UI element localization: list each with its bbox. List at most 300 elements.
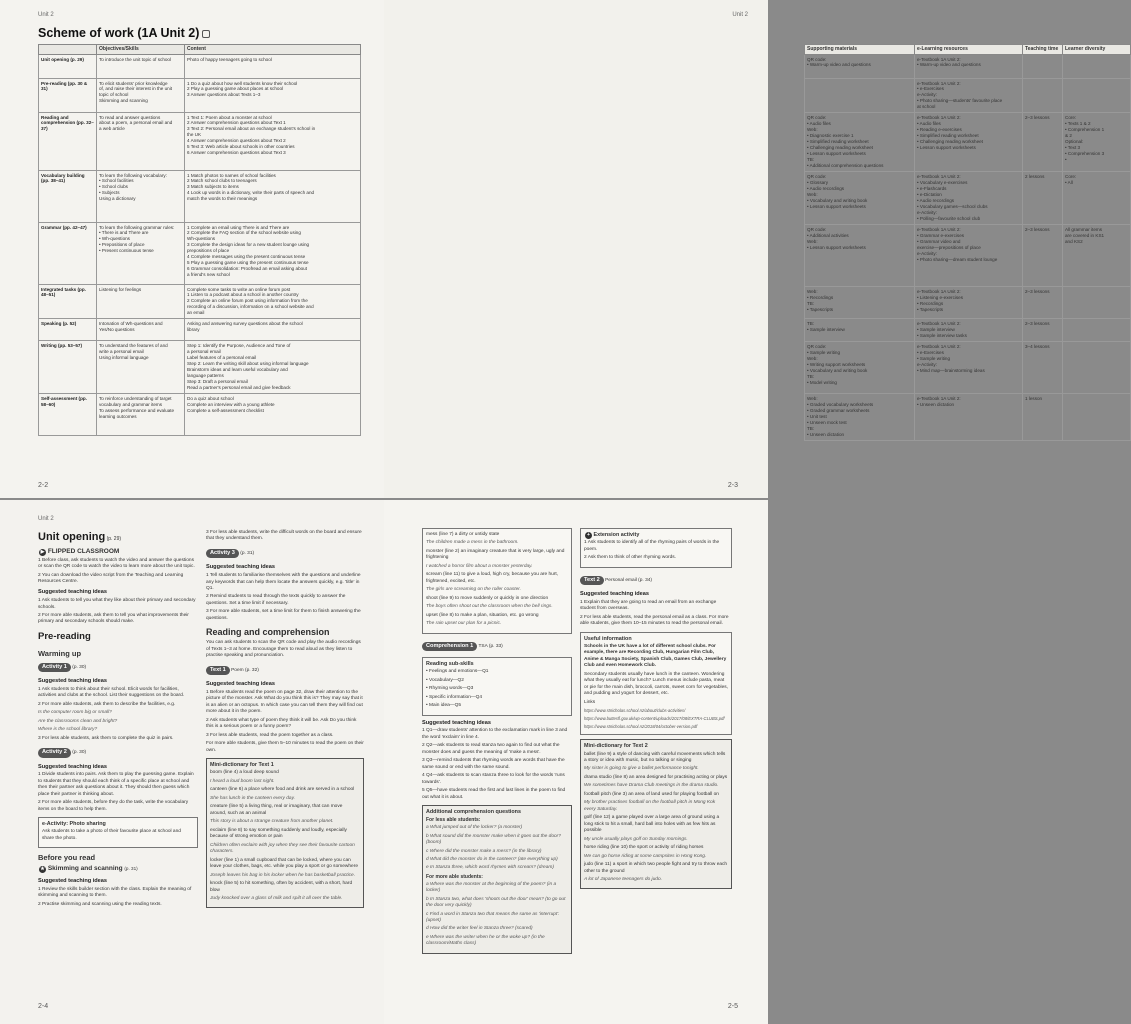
cell-text: Asking and answering survey questions about the school: [187, 321, 303, 327]
table-cell: [97, 341, 185, 394]
list-item: d What did the monster do in the canteen? (ate everything up): [426, 856, 558, 862]
cell-text: about a poem, a personal email and: [99, 120, 173, 126]
cell-text: Optional:: [1065, 139, 1084, 145]
cell-text: Listening for feelings: [99, 286, 142, 292]
table-row: [39, 222, 361, 284]
table-cell: [97, 319, 185, 341]
cell-text: • Grammar video and: [917, 238, 961, 244]
table-cell: [915, 393, 1023, 440]
glossary-continued: [422, 528, 572, 634]
scheme-table-left: [38, 44, 361, 436]
section-cell: Grammar (pp. 42–47): [39, 222, 97, 284]
cell-text: 6 Grammar consolidation: Proofread an email asking about: [187, 266, 308, 272]
less-able-label: For less able students:: [426, 817, 481, 824]
section-cell: Vocabulary building (pp. 38–41): [39, 170, 97, 222]
page-scheme-left: [0, 0, 384, 498]
table-cell: [915, 341, 1023, 393]
list-item: Judy knocked over a glass of milk and spilt it all over the table.: [210, 895, 343, 901]
page-comprehension: [384, 500, 768, 1024]
page-number: 2-5: [727, 1003, 738, 1010]
skimming-label: Skimming and scanning: [47, 865, 123, 873]
cell-text: • Warm-up video and questions: [917, 62, 981, 68]
flipped-label: FLIPPED CLASSROOM: [47, 547, 120, 555]
cell-text: • Lesson support worksheets: [807, 244, 866, 250]
cell-text: • Polling—favourite school club: [917, 215, 981, 221]
table-row: [805, 113, 1131, 172]
activity-ref: (p. 30): [72, 750, 87, 756]
subskills-list: [426, 669, 568, 709]
text-ref: Personal email (p. 34): [605, 577, 653, 583]
cell-text: 2 Match school clubs to teenagers: [187, 178, 257, 184]
cell-text: match the words to their meanings: [187, 196, 258, 202]
cell-text: write a personal email: [99, 349, 144, 355]
table-row: [39, 284, 361, 319]
table-cell: [1063, 393, 1131, 440]
idea: 1 Ask students to tell you what they like about their primary and secondary schools.: [38, 598, 196, 610]
pre-reading-heading: Pre-reading: [38, 630, 91, 642]
photo-sharing-box: [38, 817, 198, 848]
scheme-table-right: [804, 44, 1131, 441]
table-cell: [1063, 54, 1131, 78]
cell-text: • Vocabulary e-exercises: [917, 180, 968, 186]
cell-text: • Subjects: [99, 190, 120, 196]
cell-text: • Glossary: [807, 180, 829, 186]
text-ref: Poem (p. 32): [231, 667, 259, 673]
box-title: e-Activity: Photo sharing: [42, 821, 106, 828]
cell-text: are covered in KS1: [1065, 232, 1105, 238]
idea: 1 Ask students to identify all of the rhyming pairs of words in the poem.: [584, 540, 720, 552]
cell-text: 1 Listen to a podcast about a school in another country: [187, 292, 299, 298]
useful-text-2: Secondary students usually have lunch in the canteen. Wondering what they usually eat for lunch? Lunch menus include pasta, meat or pie for the main dish, broccoli, carrots, sweet corn for vegetables, and pudding and yogurt for dessert, etc.: [584, 671, 728, 697]
list-item: d How did the writer feel in Stanza three? (scared): [426, 926, 533, 932]
time-cell: 2–3 lessons: [1023, 286, 1063, 318]
cell-text: • Present continuous tense: [99, 248, 154, 254]
table-cell: [805, 393, 915, 440]
cell-text: To learn the following grammar rules:: [99, 224, 175, 230]
list-item: knock (line 5) to hit something, often by accident, with a short, hard blow: [210, 881, 353, 893]
cell-text: 4 Answer comprehension questions about Text 2: [187, 138, 286, 144]
cell-text: • Lesson support worksheets: [807, 151, 866, 157]
cell-text: To assess performance and evaluate: [99, 408, 175, 414]
cell-text: • Warm-up video and questions: [807, 62, 871, 68]
cell-text: QR code:: [807, 343, 827, 349]
cell-text: Read a partner's personal email and give feedback: [187, 385, 291, 391]
table-cell: [185, 112, 361, 170]
list-item: My sister is going to give a ballet performance tonight.: [584, 766, 699, 772]
idea: 2 For more able students, ask them to describe the facilities, e.g.: [38, 701, 176, 707]
cell-text: • Grammar e-exercises: [917, 232, 965, 238]
table-cell: [185, 394, 361, 436]
cell-text: • Additional comprehension questions: [807, 163, 884, 169]
table-cell: [805, 78, 915, 113]
idea: 1 Divide students into pairs. Ask them to play the guessing game. Explain to students that they should each think of a specific place at school and then their partner ask questions about it. They should then guess which place their partner is thinking about.: [38, 772, 194, 797]
cell-text: of, and raise their interest in the unit: [99, 86, 173, 92]
cell-text: the UK: [187, 132, 202, 138]
table-cell: [97, 222, 185, 284]
box-title: Reading sub-skills: [426, 661, 474, 668]
table-row: [39, 394, 361, 436]
cell-text: e-Activity:: [917, 209, 937, 215]
cell-text: • Vocabulary games—school clubs: [917, 203, 988, 209]
cell-text: • Graded vocabulary worksheets: [807, 401, 874, 407]
links-label: Links: [584, 699, 596, 705]
cell-text: 5 Play a guessing game using the present continuous tense: [187, 260, 309, 266]
cell-text: Step 2: Learn the writing skill about using informal language: [187, 361, 309, 367]
cell-text: e-Textbook 1A Unit 2:: [917, 320, 961, 326]
table-row: [805, 393, 1131, 440]
list-item: boom (line 4) a loud deep sound: [210, 770, 279, 776]
cell-text: prepositions of place: [187, 248, 230, 254]
suggested-heading: Suggested teaching ideas: [38, 763, 108, 770]
cell-text: Intonation of Wh-questions and: [99, 321, 163, 327]
cell-text: exercise—prepositions of place: [917, 244, 981, 250]
time-cell: 2 lessons: [1023, 172, 1063, 225]
activity-ref: (p. 30): [72, 664, 87, 670]
cell-text: Skimming and scanning: [99, 98, 148, 104]
cell-text: Core:: [1065, 174, 1077, 180]
idea: 3 For less able students, write the difficult words on the board and ensure that they understand them.: [206, 530, 362, 542]
section-cell: Integrated tasks (pp. 48–51): [39, 284, 97, 319]
cell-text: e-Activity:: [917, 361, 937, 367]
cell-text: Web:: [807, 355, 818, 361]
cell-text: Web:: [807, 191, 818, 197]
cell-text: Wh-questions: [187, 236, 216, 242]
cell-text: 3 Answer questions about Texts 1–3: [187, 92, 261, 98]
teacher-book-icon: [202, 30, 210, 38]
cell-text: Yes/No questions: [99, 327, 135, 333]
table-row: [805, 54, 1131, 78]
table-row: [39, 341, 361, 394]
suggested-heading: Suggested teaching ideas: [38, 878, 108, 885]
section-cell: Writing (pp. 53–57): [39, 341, 97, 394]
table-row: [39, 112, 361, 170]
suggested-heading: Suggested teaching ideas: [580, 591, 650, 598]
cell-text: • Wh-questions: [99, 236, 130, 242]
table-cell: [1063, 113, 1131, 172]
cell-text: e-Textbook 1A Unit 2:: [917, 80, 961, 86]
rc-text: You can ask students to scan the QR code and play the audio recordings of Texts 1–3 at home. Encourage them to read aloud as they listen to practise speaking and pronunciation.: [206, 640, 361, 659]
column-right: [206, 530, 364, 912]
list-item: mess (line 7) a dirty or untidy state: [426, 532, 500, 537]
page-title: [38, 26, 210, 40]
cell-text: • e-Flashcards: [917, 186, 947, 191]
time-cell: 2–3 lessons: [1023, 318, 1063, 341]
cell-text: Photo of happy teenagers going to school: [187, 56, 272, 62]
table-cell: [1063, 78, 1131, 113]
addq2-list: [426, 882, 568, 948]
table-cell: [97, 170, 185, 222]
table-cell: [185, 222, 361, 284]
cell-text: • Challenging reading worksheet: [917, 139, 983, 145]
list-item: We can go horse riding at some campsites in Hong Kong.: [584, 853, 707, 859]
cell-text: • e-Dictation: [917, 191, 942, 197]
addq-list: [426, 825, 568, 872]
cell-text: 1 Text 1: Poem about a monster at school: [187, 114, 272, 120]
table-cell: [185, 78, 361, 112]
table-row: [805, 224, 1131, 286]
suggested-heading: Suggested teaching ideas: [38, 678, 108, 685]
column-right: [580, 528, 732, 893]
example: Are the classrooms clean and bright?: [38, 718, 118, 724]
section-cell: Speaking (p. 52): [39, 319, 97, 341]
flipped-text: 1 Before class, ask students to watch the video and answer the questions or scan the QR code to watch the video to learn more about the unit topic.: [38, 557, 195, 570]
list-item: Joseph leaves his bag in his locker when he has basketball practice.: [210, 872, 356, 878]
list-item: 4 Q4—ask students to scan stanza three to look for the words 'runs towards'.: [422, 773, 565, 785]
cell-text: • Photo sharing—students' favourite place: [917, 98, 1003, 104]
list-item: 5 Q5—have students read the first and last lines in the poem to find out what it is about.: [422, 788, 566, 800]
unit-tag: Unit 2: [38, 516, 54, 522]
table-cell: [805, 224, 915, 286]
list-item: • Specific information—Q4: [426, 694, 483, 700]
list-item: Children often exclaim with joy when they see their favourite cartoon characters.: [210, 842, 355, 855]
activity-3-pill: Activity 3: [206, 549, 239, 559]
column-left: [422, 528, 572, 958]
cell-text: 1 Match photos to names of school facilities: [187, 172, 276, 178]
list-item: scream (line 11) to give a loud, high cry, because you are hurt, frightened, excited, etc.: [426, 572, 559, 584]
video-icon: ▶: [40, 548, 45, 555]
cell-text: e-Textbook 1A Unit 2:: [917, 343, 961, 349]
link[interactable]: https://www.stnicholas.school.nz/about/clubs-activities/: [584, 708, 686, 714]
cell-text: • Unit test: [807, 413, 827, 419]
section-cell: Pre-reading (pp. 30 & 31): [39, 78, 97, 112]
idea: 3 For more able students, set a time limit for them to finish answering the questions.: [206, 609, 361, 621]
cell-text: • Text 3: [1065, 145, 1081, 151]
unit-tag: Unit 2: [38, 12, 54, 18]
cell-text: To read and answer questions: [99, 114, 161, 120]
cell-text: 5 Text 3: Web article about schools in other countries: [187, 144, 295, 150]
cell-text: Step 1: Identify the Purpose, Audience and Tone of: [187, 343, 291, 349]
list-item: b What sound did the monster make when it goes out the door? (boom): [426, 833, 561, 846]
list-item: My uncle usually plays golf on Sunday mornings.: [584, 836, 688, 842]
cell-text: • Sample writing: [807, 349, 841, 355]
table-cell: [1063, 224, 1131, 286]
box-title: Mini-dictionary for Text 1: [210, 762, 274, 769]
list-item: drama studio (line 8) an area designed for practising acting or plays: [584, 774, 728, 780]
table-header: Content: [185, 45, 361, 55]
time-cell: 1 lesson: [1023, 393, 1063, 440]
idea: 1 Review the skills builder section with the class. Explain the meaning of skimming and scanning to them.: [38, 886, 192, 899]
list-item: The children made a mess in the bathroom.: [426, 540, 519, 546]
list-item: I heard a loud boom last night.: [210, 778, 275, 784]
list-item: exclaim (line 8) to say something suddenly and loudly, especially because of strong emotion or pain: [210, 827, 347, 840]
table-cell: [915, 54, 1023, 78]
table-cell: [185, 170, 361, 222]
table-cell: [805, 341, 915, 393]
cell-text: • Sample interview: [917, 326, 955, 332]
table-cell: [805, 54, 915, 78]
cell-text: • e-Exercises: [917, 86, 944, 92]
cell-text: • Unseen dictation: [807, 431, 845, 437]
cell-text: Using a dictionary: [99, 196, 136, 202]
cell-text: 2 Answer comprehension questions about Text 1: [187, 120, 286, 126]
link[interactable]: https://www.stnicholas.school.nz/2018/04/october-version.pdf: [584, 723, 698, 729]
mini-dictionary-text-1: [206, 758, 364, 908]
cell-text: QR code:: [807, 174, 827, 180]
box-title: Mini-dictionary for Text 2: [584, 743, 648, 750]
idea: 2 Remind students to read through the texts quickly to answer the questions. Set a time limit if necessary.: [206, 594, 346, 606]
cell-text: • Audio files: [807, 121, 831, 127]
table-cell: [1063, 341, 1131, 393]
table-header: [39, 45, 97, 55]
link[interactable]: https://www.buttesfl.gov.uk/wp-content/uploads/2017/08/EXTRA-CLUBS.pdf: [584, 715, 725, 721]
table-cell: [805, 113, 915, 172]
cell-text: • e-Exercises: [917, 349, 944, 355]
table-cell: [1063, 318, 1131, 341]
page-number: 2-2: [38, 482, 49, 489]
table-cell: [915, 286, 1023, 318]
table-cell: [915, 113, 1023, 172]
more-able-label: For more able students:: [426, 873, 483, 880]
cell-text: Web:: [807, 238, 818, 244]
cell-text: 6 Answer comprehension questions about Text 3: [187, 150, 286, 156]
box-title: Useful information: [584, 635, 632, 642]
table-cell: [1063, 172, 1131, 225]
table-row: [805, 318, 1131, 341]
cell-text: To introduce the unit topic of school: [99, 56, 172, 62]
example: Where is the school library?: [38, 727, 98, 733]
table-row: [805, 286, 1131, 318]
list-item: • Vocabulary—Q2: [426, 677, 464, 683]
cell-text: • School facilities: [99, 178, 134, 184]
cell-text: • Sample interview tasks: [917, 332, 967, 338]
cell-text: • Recordings: [807, 294, 834, 300]
column-left: [38, 530, 198, 910]
section-cell: Reading and comprehension (pp. 32–37): [39, 112, 97, 170]
table-cell: [97, 78, 185, 112]
list-item: c Where did the monster make a mess? (in the library): [426, 848, 542, 854]
cell-text: Complete some tasks to write an online forum post: [187, 286, 291, 292]
idea: 2 For more able students, ask them to tell you what improvements their primary and secondary schools should make.: [38, 612, 189, 625]
list-item: 3 Q3—remind students that rhyming words are words that have the same sound or end with the same sound.: [422, 758, 565, 770]
list-item: A lot of Japanese teenagers do judo.: [584, 877, 662, 882]
cell-text: an email: [187, 310, 205, 316]
table-header: e-Learning resources: [915, 45, 1023, 55]
time-cell: 2–3 lessons: [1023, 113, 1063, 172]
cell-text: e-Activity:: [917, 250, 937, 256]
cell-text: recording of a discussion, information on a school website and: [187, 304, 314, 310]
idea: 1 Ask students to think about their school. Elicit words for facilities, activities and clubs at the school. List their suggestions on the board.: [38, 686, 185, 699]
list-item: golf (line 12) a game played over a large area of ground using a long stick to hit a small, hard ball into holes with as few hits as possible: [584, 815, 720, 834]
cell-text: To learn the following vocabulary:: [99, 172, 167, 178]
flipped-text-2: 2 You can download the video script from the Teaching and Learning Resources Centre.: [38, 572, 184, 585]
table-header: Objectives/Skills: [97, 45, 185, 55]
table-cell: [1063, 286, 1131, 318]
useful-information-box: [580, 632, 732, 736]
list-item: The rain upset our plan for a picnic.: [426, 621, 502, 627]
reading-subskills-box: [422, 657, 572, 716]
section-ref: (p. 29): [106, 536, 122, 542]
table-row: [39, 54, 361, 78]
cell-text: TB:: [807, 320, 815, 326]
cell-text: e-Textbook 1A Unit 2:: [917, 174, 961, 180]
cell-text: • Tapescripts: [917, 306, 944, 312]
cell-text: • Listening e-exercises: [917, 294, 964, 300]
cell-text: To elicit students' prior knowledge: [99, 80, 168, 86]
cell-text: • Sample writing: [917, 355, 951, 361]
suggested-heading: Suggested teaching ideas: [206, 681, 276, 688]
cell-text: Web:: [807, 127, 818, 133]
list-item: judo (line 11) a sport in which two people fight and try to throw each other to the ground: [584, 862, 728, 874]
cell-text: TB:: [807, 157, 815, 163]
cell-text: • Mind map—brainstorming ideas: [917, 367, 985, 373]
list-item: shoot (line 9) to move suddenly or quickly in one direction: [426, 595, 549, 601]
comprehension-1-pill: Comprehension 1: [422, 642, 477, 652]
cell-text: e-Textbook 1A Unit 2:: [917, 56, 961, 62]
cell-text: • There is and There are: [99, 230, 149, 236]
cell-text: • Tapescripts: [807, 306, 834, 312]
list-item: This story is about a strange creature from another planet.: [210, 819, 334, 825]
cell-text: & 2: [1065, 133, 1072, 139]
cell-text: • Lesson support worksheets: [917, 145, 976, 151]
list-item: locker (line 1) a small cupboard that can be locked, where you can leave your clothes, bags, etc. while you play a sport or go somewhere: [210, 857, 358, 870]
cell-text: • Photo sharing—dream student lounge: [917, 256, 998, 262]
table-header: Teaching time: [1023, 45, 1063, 55]
cell-text: a personal email: [187, 349, 221, 355]
list-item: monster (line 2) an imaginary creature that is very large, ugly and frightening: [426, 548, 565, 561]
cell-text: a friend's new school: [187, 272, 230, 278]
cell-text: • Vocabulary and writing book: [807, 367, 868, 373]
page-title-text: Scheme of work (1A Unit 2): [38, 26, 200, 40]
cell-text: Do a quiz about school: [187, 396, 234, 402]
list-item: She has lunch in the canteen every day.: [210, 795, 295, 801]
list-item: e In Stanza three, which word rhymes with scream? (dream): [426, 865, 554, 871]
section-cell: Unit opening (p. 29): [39, 54, 97, 78]
cell-text: • Challenging reading worksheet: [807, 145, 873, 151]
cell-text: • Vocabulary and writing book: [807, 197, 868, 203]
before-you-read-heading: Before you read: [38, 853, 96, 863]
cell-text: • Audio files: [917, 121, 941, 127]
cell-text: and KS2: [1065, 238, 1083, 244]
list-item: The girls are screaming on the roller coaster.: [426, 587, 522, 593]
cell-text: 2 Complete an online forum post using information from the: [187, 298, 308, 304]
flipped-classroom-heading: [38, 548, 198, 557]
table-row: [39, 78, 361, 112]
table-row: [39, 170, 361, 222]
text-2-pill: Text 2: [580, 576, 604, 586]
cell-text: •: [1065, 157, 1067, 163]
extension-title: Extension activity: [593, 532, 640, 538]
cell-text: • Audio recordings: [807, 186, 845, 191]
cell-text: Complete an interview with a young athlete: [187, 402, 275, 408]
skill-icon: ★: [40, 866, 45, 873]
list-item: a Where was the monster at the beginning of the poem? (in a locker): [426, 881, 557, 894]
idea: 2 Practise skimming and scanning using the reading texts.: [38, 901, 162, 907]
cell-text: Label features of a personal email: [187, 355, 257, 361]
cell-text: • Sample interview: [807, 326, 845, 332]
cell-text: • Audio recordings: [917, 197, 955, 203]
list-item: upset (line 8) to make a plan, situation, etc. go wrong: [426, 612, 539, 618]
table-cell: [915, 224, 1023, 286]
cell-text: • Unseen mock test: [807, 419, 847, 425]
table-cell: [185, 319, 361, 341]
cell-text: learning outcomes: [99, 414, 137, 419]
suggested-heading: Suggested teaching ideas: [38, 589, 108, 596]
table-row: [39, 319, 361, 341]
table-cell: [805, 286, 915, 318]
cell-text: 2 Complete the FAQ section of the school website using: [187, 230, 301, 236]
cell-text: • Graded grammar worksheets: [807, 407, 870, 413]
cell-text: • Unseen dictation: [917, 401, 955, 407]
cell-text: • Lesson support worksheets: [807, 203, 866, 209]
page-number: 2-4: [38, 1003, 49, 1010]
list-item: creature (line 5) a living thing, real or imaginary, that can move around, such as an animal: [210, 804, 343, 816]
comprehension-ref: TSA (p. 33): [478, 643, 503, 649]
cell-text: • Writing support worksheets: [807, 361, 866, 367]
list-item: I watched a horror film about a monster yesterday.: [426, 563, 533, 569]
additional-questions-box: [422, 805, 572, 954]
table-header: Learner diversity: [1063, 45, 1131, 55]
cell-text: 3 Complete the design ideas for a new student lounge using: [187, 242, 310, 248]
